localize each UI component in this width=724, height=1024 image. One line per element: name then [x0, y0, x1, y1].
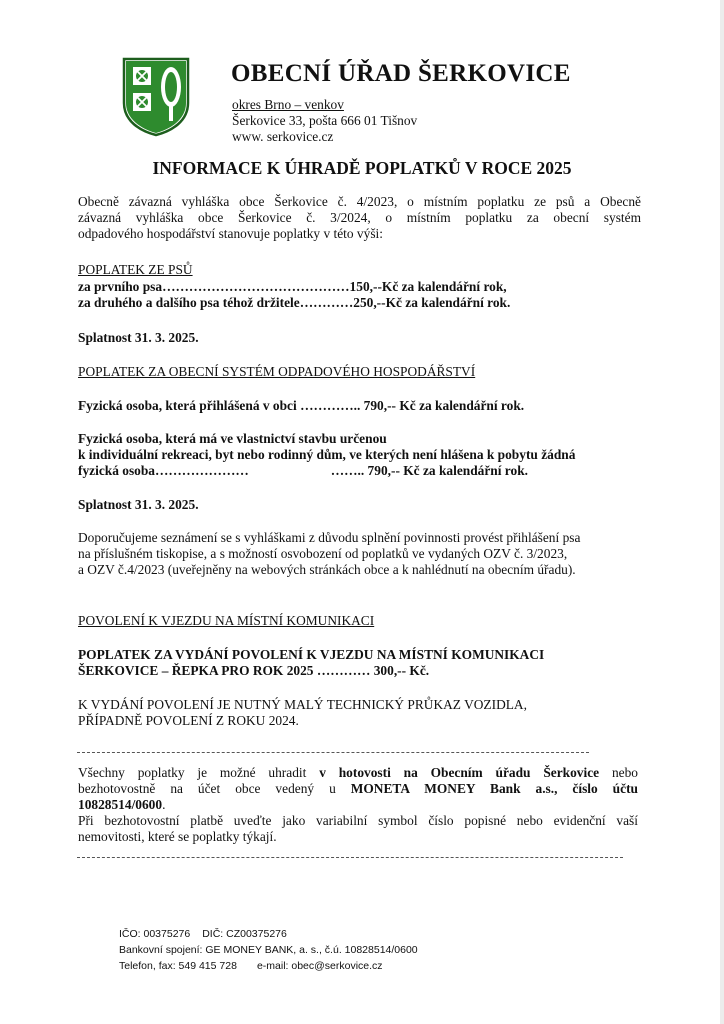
- recommendation-line: na příslušném tiskopise, a s možností osvobození od poplatků ve vydaných OZV č. 3/2023,: [78, 546, 568, 561]
- district-line: okres Brno – venkov: [232, 97, 344, 112]
- footer-email: e-mail: obec@serkovice.cz: [256, 960, 383, 972]
- dog-fee-lines: [78, 279, 641, 311]
- account-number: 10828514/0600: [78, 797, 163, 812]
- intro-line: odpadového hospodářství stanovuje poplatky v této výši:: [78, 226, 383, 241]
- website-line: www. serkovice.cz: [232, 129, 334, 144]
- permit-fee: [78, 647, 641, 679]
- permit-note-line: K VYDÁNÍ POVOLENÍ JE NUTNÝ MALÝ TECHNICKÝ PRŮKAZ VOZIDLA,: [78, 697, 527, 712]
- document-title: INFORMACE K ÚHRADĚ POPLATKŮ V ROCE 2025: [152, 158, 572, 178]
- permit-fee-line: ŠERKOVICE – ŘEPKA PRO ROK 2025 ………… 300,-- Kč.: [78, 663, 430, 678]
- address-line: Šerkovice 33, pošta 666 01 Tišnov: [232, 113, 418, 128]
- permit-heading: POVOLENÍ K VJEZDU NA MÍSTNÍ KOMUNIKACI: [78, 613, 375, 628]
- page-edge: [720, 0, 724, 1024]
- dog-fee-heading: POPLATEK ZE PSŮ: [78, 262, 193, 277]
- recommendation-line: a OZV č.4/2023 (uveřejněny na webových stránkách obce a k nahlédnutí na obecním úřadu).: [78, 562, 576, 577]
- intro-line: závazná vyhláška obce Šerkovice č. 3/2024, o místním poplatku za obecní systém: [78, 210, 641, 225]
- dashed-divider-bottom: [77, 857, 623, 858]
- footer-bank: Bankovní spojení: GE MONEY BANK, a. s., č.ú. 10828514/0600: [119, 944, 418, 956]
- waste-fee-heading: POPLATEK ZA OBECNÍ SYSTÉM ODPADOVÉHO HOSPODÁŘSTVÍ: [78, 364, 476, 379]
- permit-note: [78, 697, 641, 729]
- footer-dic: DIČ: CZ00375276: [202, 928, 287, 940]
- footer-phone: Telefon, fax: 549 415 728: [119, 960, 237, 972]
- dashed-divider-top: [77, 752, 589, 753]
- payment-line: 10828514/0600.: [78, 797, 166, 812]
- payment-line: Při bezhotovostní platbě uveďte jako variabilní symbol číslo popisné nebo evidenční vaší: [78, 813, 638, 828]
- payment-line: Všechny poplatky je možné uhradit v hotovosti na Obecním úřadu Šerkovice nebo: [78, 765, 638, 780]
- waste-fee-due: Splatnost 31. 3. 2025.: [78, 497, 199, 512]
- recommendation-line: Doporučujeme seznámení se s vyhláškami z důvodu splnění povinnosti provést přihlášení psa: [78, 530, 581, 545]
- permit-fee-line: POPLATEK ZA VYDÁNÍ POVOLENÍ K VJEZDU NA MÍSTNÍ KOMUNIKACI: [78, 647, 545, 662]
- intro-line: Obecně závazná vyhláška obce Šerkovice č. 4/2023, o místním poplatku ze psů a Obecně: [78, 194, 641, 209]
- payment-info: [78, 765, 638, 845]
- coat-of-arms-logo: [122, 57, 190, 137]
- payment-line: bezhotovostně na účet obce vedený u MONETA MONEY Bank a.s., číslo účtu: [78, 781, 638, 796]
- waste-fee-owner: [78, 431, 641, 479]
- footer-contact: [119, 958, 383, 974]
- footer-ico: IČO: 00375276: [119, 928, 191, 940]
- intro-paragraph: [78, 194, 641, 242]
- recommendation-paragraph: [78, 530, 641, 578]
- payment-line: nemovitosti, které se poplatky týkají.: [78, 829, 277, 844]
- dog-fee-second: za druhého a dalšího psa téhož držitele…………250,--Kč za kalendářní rok.: [78, 295, 511, 310]
- waste-fee-owner-line: k individuální rekreaci, byt nebo rodinný dům, ve kterých není hlášena k pobytu žádná: [78, 447, 576, 462]
- waste-fee-owner-line: Fyzická osoba, která má ve vlastnictví stavbu určenou: [78, 431, 387, 446]
- waste-fee-resident: Fyzická osoba, která přihlášená v obci ………….. 790,-- Kč za kalendářní rok.: [78, 398, 525, 413]
- permit-note-line: PŘÍPADNĚ POVOLENÍ Z ROKU 2024.: [78, 713, 299, 728]
- footer-ids: [119, 926, 287, 942]
- dog-fee-due: Splatnost 31. 3. 2025.: [78, 330, 199, 345]
- dog-fee-first: za prvního psa……………………………………150,--Kč za kalendářní rok,: [78, 279, 507, 294]
- office-name: OBECNÍ ÚŘAD ŠERKOVICE: [231, 60, 571, 87]
- waste-fee-owner-line: fyzická osoba………………… …….. 790,-- Kč za kalendářní rok.: [78, 463, 528, 478]
